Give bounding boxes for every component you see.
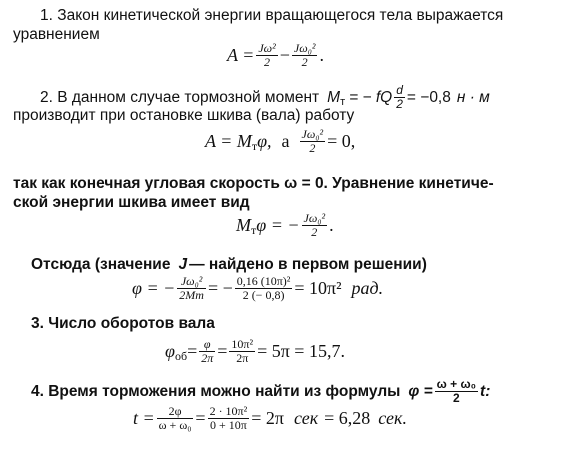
p3-line-1-c: — найдено в первом решении) [189, 256, 427, 273]
formula-4-frac-a [177, 275, 206, 302]
formula-1-lhs: A = [227, 45, 255, 65]
formula-3-frac [302, 212, 328, 239]
p2-moment-sub: т [340, 95, 346, 108]
p2-line-4: ской энергии шкива имеет вид [13, 194, 250, 211]
formula-4-unit: рад. [351, 278, 384, 298]
p2-moment-symbol: M [327, 88, 341, 106]
formula-1-den-a: 2 [264, 55, 271, 69]
p3-line-1 [31, 255, 427, 275]
p2-line-1-text: 2. В данном случае тормозной момент [40, 88, 320, 106]
formula-5-den-b: 2π [236, 351, 249, 365]
p5-inline-frac-num: ω + ω₀ [436, 377, 477, 391]
formula-6-rhs2: = 6,28 [324, 408, 371, 428]
formula-6-frac-a [157, 405, 194, 432]
formula-3-num: Jω₀² [303, 211, 326, 225]
formula-6-eq: = [195, 408, 206, 428]
p5-formula-lhs: φ = [408, 382, 433, 400]
formula-6-den-b: 0 + 10π [209, 418, 247, 432]
formula-4-lhs: φ = − [132, 278, 176, 298]
formula-6-unit-1: сек [293, 408, 319, 428]
formula-5-den-a: 2π [201, 351, 214, 365]
p2-moment-frac-den: 2 [396, 97, 403, 111]
formula-4-frac-b [235, 275, 293, 302]
formula-5-sub: об [174, 349, 188, 363]
p2-line-2: производит при остановке шкива (вала) работу [13, 107, 355, 124]
p5-formula-t: t: [480, 382, 491, 400]
formula-6-lhs: t = [133, 408, 155, 428]
formula-2-rhs: = 0, [327, 131, 356, 151]
p5-line-1-text: 4. Время торможения можно найти из формулы [31, 382, 401, 400]
formula-5-eq2: = [217, 341, 228, 361]
p5-line-1 [31, 378, 490, 405]
formula-3-den: 2 [311, 225, 318, 239]
formula-2-lhs: A = M [205, 131, 252, 151]
formula-5-frac-b [229, 338, 255, 365]
p2-moment-unit: н · м [456, 88, 490, 106]
formula-1-den-b: 2 [301, 55, 308, 69]
formula-1-op: − [279, 45, 290, 65]
formula-6-frac-b [208, 405, 250, 432]
formula-2 [205, 128, 355, 155]
formula-6-rhs: = 2π [251, 408, 284, 428]
formula-1-num-b: Jω₀² [293, 41, 316, 55]
p4-line-1: 3. Число оборотов вала [31, 315, 215, 332]
formula-1-frac-a [256, 42, 277, 69]
formula-6-num-a: 2φ [168, 404, 182, 418]
formula-5-num-a: φ [203, 337, 211, 351]
formula-1-end: . [319, 45, 324, 65]
p3-line-1-a: Отсюда (значение [31, 256, 171, 273]
formula-3-end: . [329, 215, 334, 235]
formula-3 [236, 212, 334, 239]
formula-6 [133, 405, 407, 432]
p1-line-2: уравнением [13, 26, 100, 43]
p3-line-1-j: J [178, 256, 188, 273]
formula-2-phi: φ, [257, 131, 272, 151]
formula-2-sub: т [251, 139, 258, 153]
formula-4-eq: = − [207, 278, 233, 298]
p2-moment-value: = −0,8 [406, 88, 451, 106]
formula-4 [132, 275, 383, 302]
p5-inline-frac [435, 378, 478, 405]
formula-5-eq: = [187, 341, 198, 361]
formula-2-and: а [281, 131, 290, 151]
formula-1 [227, 42, 324, 69]
formula-3-lhs: M [236, 215, 251, 235]
formula-2-frac [300, 128, 326, 155]
formula-5 [165, 338, 345, 365]
formula-5-frac-a [199, 338, 215, 365]
formula-1-num-a: Jω² [258, 41, 276, 55]
formula-5-lhs: φ [165, 341, 175, 361]
formula-2-den: 2 [309, 141, 316, 155]
p2-line-3: так как конечная угловая скорость ω = 0. Уравнение кинетиче- [13, 175, 494, 192]
formula-4-den-b: 2 (− 0,8) [242, 288, 285, 302]
formula-5-rhs: = 5π = 15,7. [257, 341, 345, 361]
p2-moment-frac-num: d [396, 83, 403, 97]
formula-5-num-b: 10π² [231, 337, 254, 351]
formula-6-num-b: 2 · 10π² [209, 404, 248, 418]
formula-2-num: Jω₀² [301, 127, 324, 141]
formula-3-phi: φ = − [256, 215, 300, 235]
formula-4-num-b: 0,16 (10π)² [236, 274, 291, 288]
p2-moment-eq: = − fQ [349, 88, 393, 106]
formula-4-rhs: = 10π² [294, 278, 342, 298]
formula-4-den-a: 2Mт [179, 288, 204, 302]
p2-moment-frac [394, 84, 405, 111]
p5-inline-frac-den: 2 [453, 391, 460, 405]
p1-line-1: 1. Закон кинетической энергии вращающегося тела выражается [40, 7, 504, 24]
formula-4-num-a: Jω₀² [180, 274, 203, 288]
formula-6-unit-2: сек. [378, 408, 407, 428]
formula-1-frac-b [292, 42, 318, 69]
formula-6-den-a: ω + ω₀ [158, 418, 192, 432]
formula-3-sub: т [251, 223, 257, 237]
